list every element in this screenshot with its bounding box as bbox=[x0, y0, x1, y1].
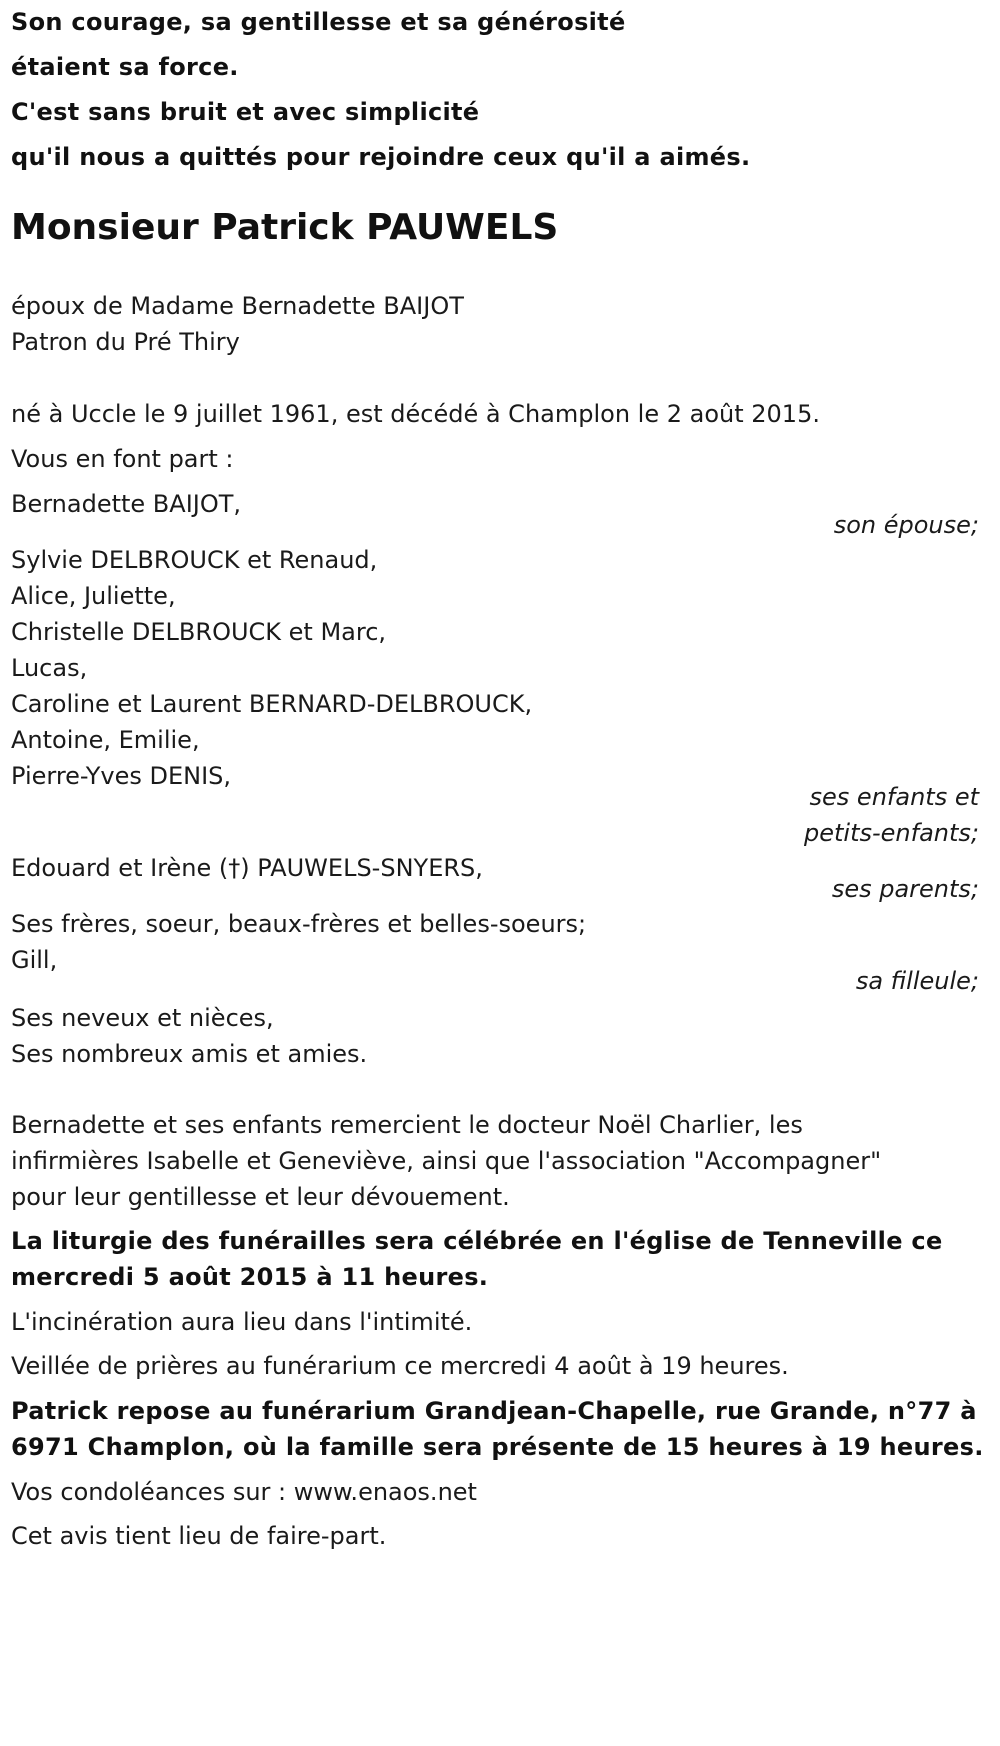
family-others-line-1: Ses neveux et nièces, bbox=[11, 1004, 274, 1032]
family-child-line-1: Sylvie DELBROUCK et Renaud, bbox=[11, 546, 378, 574]
family-parents-role: ses parents; bbox=[831, 875, 979, 903]
family-child-line-6: Antoine, Emilie, bbox=[11, 726, 200, 754]
announce-line: Vous en font part : bbox=[11, 445, 234, 473]
family-child-line-7: Pierre-Yves DENIS, bbox=[11, 762, 232, 790]
repose-line-1: Patrick repose au funérarium Grandjean-Chapelle, rue Grande, n°77 à bbox=[11, 1397, 977, 1425]
repose-line-2: 6971 Champlon, où la famille sera présente de 15 heures à 19 heures. bbox=[11, 1433, 984, 1461]
deceased-name: Monsieur Patrick PAUWELS bbox=[11, 207, 559, 248]
family-spouse-name: Bernadette BAIJOT, bbox=[11, 490, 242, 518]
family-child-line-5: Caroline et Laurent BERNARD-DELBROUCK, bbox=[11, 690, 533, 718]
spouse-line: époux de Madame Bernadette BAIJOT bbox=[11, 292, 464, 320]
family-spouse-role: son épouse; bbox=[833, 511, 979, 539]
family-child-line-4: Lucas, bbox=[11, 654, 88, 682]
family-others-line-2: Ses nombreux amis et amies. bbox=[11, 1040, 368, 1068]
birth-death-line: né à Uccle le 9 juillet 1961, est décédé à Champlon le 2 août 2015. bbox=[11, 400, 820, 428]
condolences-line: Vos condoléances sur : www.enaos.net bbox=[11, 1478, 477, 1506]
funeral-line-1: La liturgie des funérailles sera célébrée en l'église de Tenneville ce bbox=[11, 1227, 943, 1255]
family-children-role-1: ses enfants et bbox=[809, 783, 979, 811]
intro-line-3: C'est sans bruit et avec simplicité bbox=[11, 98, 480, 126]
vigil-line: Veillée de prières au funérarium ce mercredi 4 août à 19 heures. bbox=[11, 1352, 789, 1380]
occupation-line: Patron du Pré Thiry bbox=[11, 328, 240, 356]
family-siblings-line: Ses frères, soeur, beaux-frères et belles-soeurs; bbox=[11, 910, 587, 938]
family-godchild-name: Gill, bbox=[11, 946, 58, 974]
closing-line: Cet avis tient lieu de faire-part. bbox=[11, 1522, 387, 1550]
family-child-line-3: Christelle DELBROUCK et Marc, bbox=[11, 618, 387, 646]
intro-line-2: étaient sa force. bbox=[11, 53, 239, 81]
family-parents-name: Edouard et Irène (†) PAUWELS-SNYERS, bbox=[11, 854, 483, 882]
funeral-line-2: mercredi 5 août 2015 à 11 heures. bbox=[11, 1263, 489, 1291]
thanks-line-1: Bernadette et ses enfants remercient le docteur Noël Charlier, les bbox=[11, 1111, 803, 1139]
thanks-line-2: infirmières Isabelle et Geneviève, ainsi que l'association "Accompagner" bbox=[11, 1147, 882, 1175]
family-children-role-2: petits-enfants; bbox=[804, 819, 979, 847]
family-child-line-2: Alice, Juliette, bbox=[11, 582, 176, 610]
family-godchild-role: sa filleule; bbox=[855, 967, 979, 995]
intro-line-1: Son courage, sa gentillesse et sa générosité bbox=[11, 8, 626, 36]
thanks-line-3: pour leur gentillesse et leur dévouement. bbox=[11, 1183, 510, 1211]
cremation-line: L'incinération aura lieu dans l'intimité. bbox=[11, 1308, 473, 1336]
intro-line-4: qu'il nous a quittés pour rejoindre ceux qu'il a aimés. bbox=[11, 143, 751, 171]
